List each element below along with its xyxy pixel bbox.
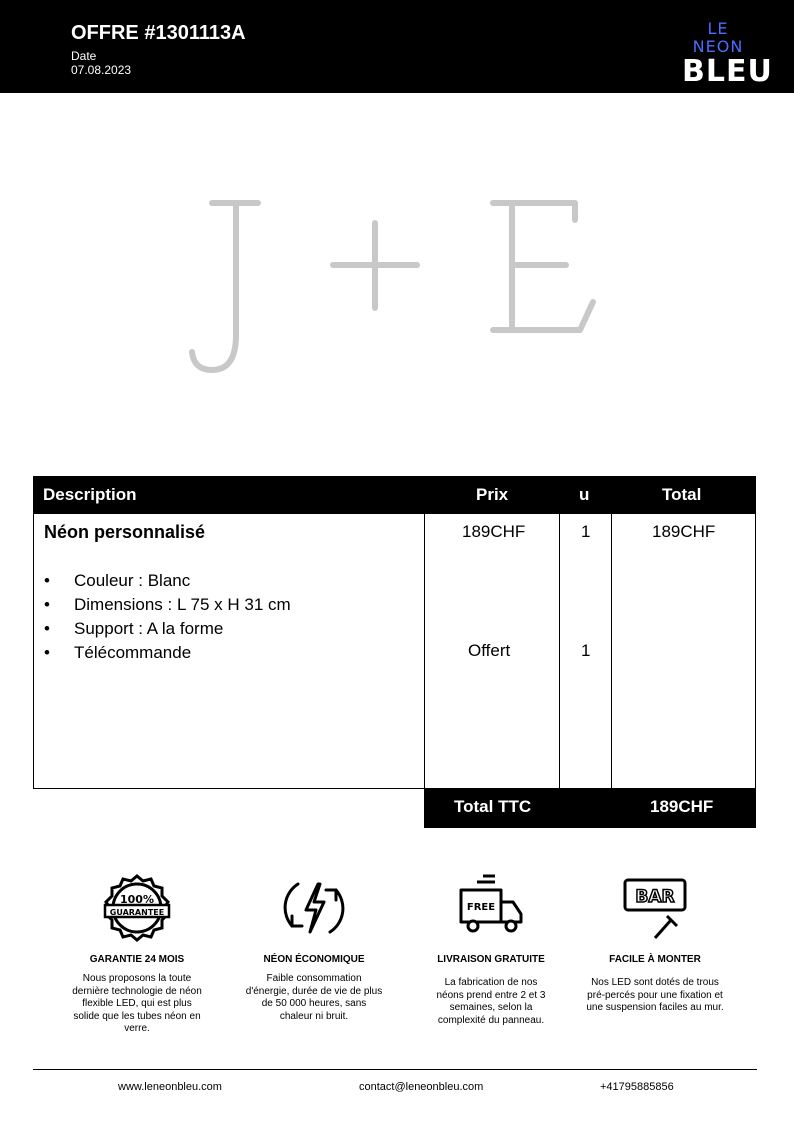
footer-phone-link[interactable]: +41795885856 (600, 1081, 674, 1093)
column-header-description: Description (43, 485, 137, 504)
table-header (33, 476, 756, 514)
feature-easy-mount (580, 872, 730, 1015)
svg-text:BAR: BAR (635, 887, 675, 907)
column-divider (559, 514, 560, 789)
date-value: 07.08.2023 (71, 63, 132, 77)
product-name: Néon personnalisé (44, 522, 206, 542)
svg-text:GUARANTEE: GUARANTEE (109, 908, 165, 917)
delivery-truck-icon (455, 872, 527, 944)
footer-divider (33, 1069, 757, 1070)
remote-price: Offert (468, 641, 511, 660)
logo-bottom-text: BLEU (682, 54, 773, 89)
table-body (33, 514, 756, 789)
brand-logo (682, 19, 773, 89)
total-label: Total TTC (454, 797, 532, 816)
feature-economy (239, 872, 389, 1023)
svg-text:FREE: FREE (466, 902, 496, 913)
product-features-list (44, 569, 291, 665)
product-total: 189CHF (652, 522, 716, 541)
product-price: 189CHF (462, 522, 526, 541)
neon-design-preview (180, 190, 610, 390)
feature-description: Nos LED sont dotés de trous pré-percés pour une fixation et une suspension faciles au mur. (586, 977, 724, 1013)
feature-guarantee (62, 872, 212, 1036)
column-header-total: Total (662, 485, 702, 504)
feature-title: FACILE À MONTER (609, 954, 701, 965)
total-value: 189CHF (650, 797, 714, 816)
column-divider (611, 514, 612, 789)
feature-description: Faible consommation d'énergie, durée de vie de plus de 50 000 heures, sans chaleur ni bruit. (245, 973, 383, 1022)
preview-letter-e (493, 203, 593, 330)
feature-title: GARANTIE 24 MOIS (89, 954, 185, 965)
column-header-u: u (579, 485, 590, 504)
offer-title: OFFRE #1301113A (71, 22, 246, 44)
svg-text:100%: 100% (120, 893, 154, 906)
feature-item: • Couleur : Blanc (44, 569, 291, 593)
feature-description: La fabrication de nos néons prend entre 2 et 3 semaines, selon la complexité du panneau. (436, 977, 546, 1026)
footer-email-link[interactable]: contact@leneonbleu.com (359, 1081, 484, 1093)
feature-item: • Dimensions : L 75 x H 31 cm (44, 593, 291, 617)
column-divider (424, 514, 425, 789)
feature-description: Nous proposons la toute dernière technologie de néon flexible LED, qui est plus solide que les tubes néon en verre. (72, 973, 202, 1034)
feature-item: • Télécommande (44, 641, 291, 665)
total-row (424, 789, 756, 828)
remote-quantity: 1 (581, 641, 591, 660)
feature-item: • Support : A la forme (44, 617, 291, 641)
energy-cycle-icon (278, 872, 350, 944)
column-header-prix: Prix (476, 485, 509, 504)
feature-title: NÉON ÉCONOMIQUE (263, 954, 365, 965)
header-bar (0, 0, 794, 93)
feature-delivery (416, 872, 566, 1027)
feature-title: LIVRAISON GRATUITE (437, 954, 545, 965)
footer-website-link[interactable]: www.leneonbleu.com (118, 1081, 222, 1093)
bar-sign-icon (619, 872, 691, 944)
product-quantity: 1 (581, 522, 591, 541)
preview-letter-j (192, 203, 258, 370)
date-label: Date (71, 49, 97, 63)
guarantee-badge-icon (101, 872, 173, 944)
logo-top-text: LE NEON (692, 19, 744, 56)
preview-plus (333, 223, 417, 308)
